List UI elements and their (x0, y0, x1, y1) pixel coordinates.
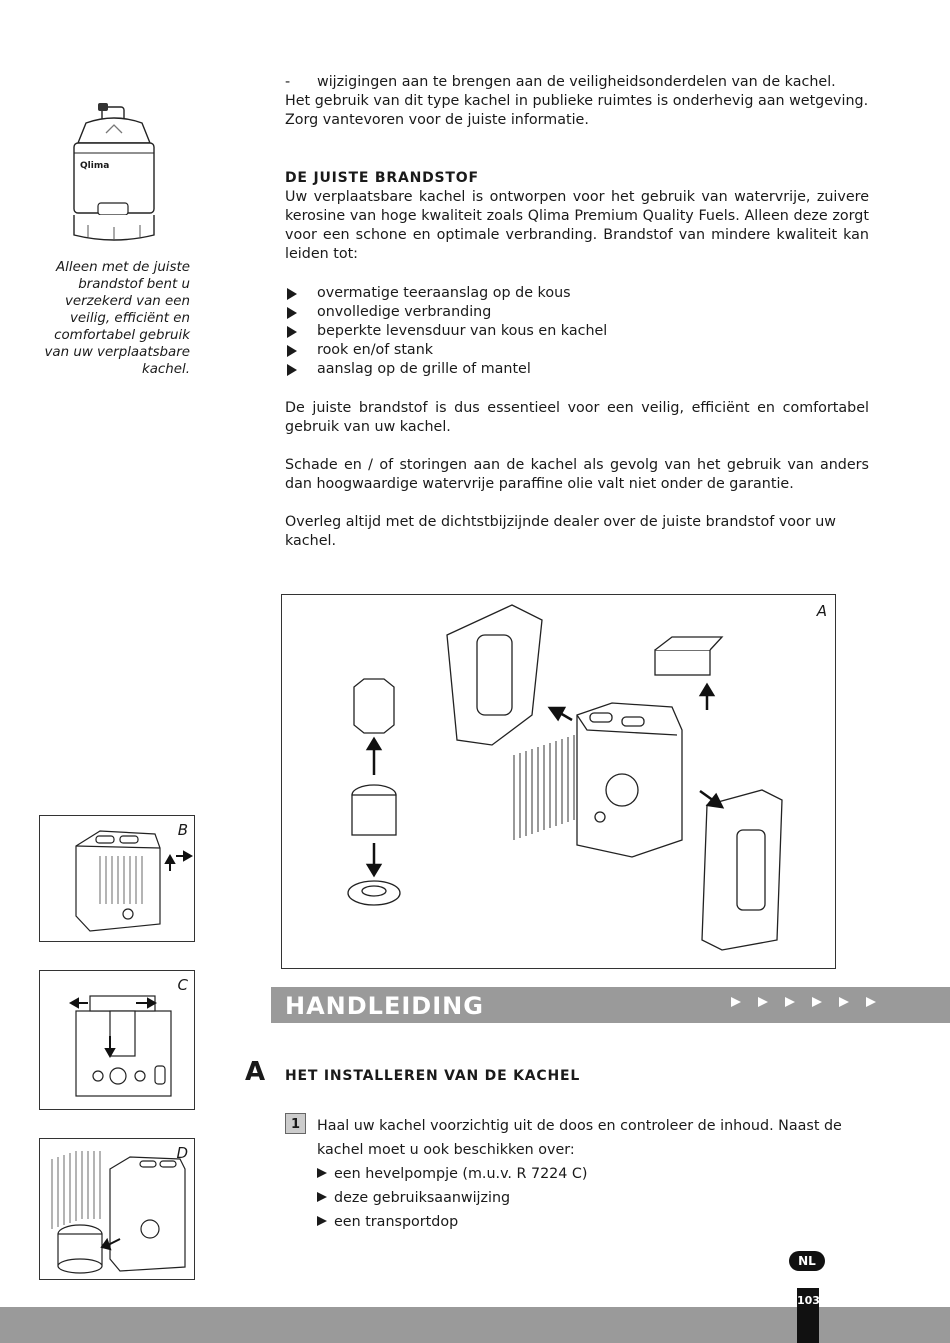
triangle-bullet-icon (317, 1216, 327, 1226)
step-number-box: 1 (285, 1113, 306, 1134)
triangle-bullet-icon (287, 345, 297, 357)
heater-burner-removal-drawing (40, 1139, 194, 1279)
install-step-text (317, 1114, 857, 1234)
intro-line-2: Het gebruik van dit type kachel in publieke ruimtes is onderhevig aan wetgeving. (285, 93, 869, 109)
page-number: 103 (797, 1288, 819, 1343)
triangle-bullet-icon (317, 1168, 327, 1178)
figure-c-label: C (177, 976, 188, 994)
sidebar-caption: Alleen met de juiste brandstof bent u verzekerd van een veilig, efficiënt en comfortabel gebruik van uw verplaatsbare kachel. (44, 260, 190, 377)
intro-dash: - (285, 74, 291, 90)
fuel-bullet-list (285, 284, 869, 379)
figure-a-label: A (816, 602, 827, 620)
list-item: beperkte levensduur van kous en kachel (285, 322, 869, 341)
band-arrow-icon (866, 997, 876, 1007)
figure-b-label: B (177, 821, 188, 839)
band-arrow-icon (785, 997, 795, 1007)
intro-block (285, 73, 870, 130)
triangle-bullet-icon (287, 288, 297, 300)
exploded-heater-drawing (282, 595, 835, 968)
list-item: een hevelpompje (m.u.v. R 7224 C) (317, 1162, 857, 1186)
intro-bullet-line (285, 73, 870, 92)
heater-top-removal-drawing (40, 971, 194, 1109)
band-arrow-icon (812, 997, 822, 1007)
band-arrow-icon (731, 997, 741, 1007)
fuel-can-icon (68, 103, 160, 248)
list-item: deze gebruiksaanwijzing (317, 1186, 857, 1210)
fuel-para-2: De juiste brandstof is dus essentieel voor een veilig, efficiënt en comfortabel gebruik van uw kachel. (285, 400, 869, 435)
language-badge: NL (789, 1251, 825, 1271)
list-item: onvolledige verbranding (285, 303, 869, 322)
install-item-list (317, 1162, 857, 1234)
triangle-bullet-icon (317, 1192, 327, 1202)
fuel-paragraph: Uw verplaatsbare kachel is ontworpen voor het gebruik van watervrije, zuivere kerosine van hoge kwaliteit zoals Qlima Premium Quality Fuels. Alleen deze zorgt voor een schone en optimale verbranding. Brandstof van mindere kwaliteit kan leiden tot: (285, 189, 869, 262)
figure-d-label: D (176, 1144, 188, 1162)
section-band (271, 987, 950, 1023)
intro-line-3: Zorg vantevoren voor de juiste informatie. (285, 112, 589, 128)
triangle-bullet-icon (287, 364, 297, 376)
band-arrow-icon (839, 997, 849, 1007)
install-section-letter: A (245, 1057, 266, 1087)
install-heading: HET INSTALLEREN VAN DE KACHEL (285, 1068, 581, 1084)
triangle-bullet-icon (287, 307, 297, 319)
heater-grille-removal-drawing (40, 816, 194, 941)
can-brand-label: Qlima (80, 161, 110, 171)
figure-c (39, 970, 195, 1110)
list-item: een transportdop (317, 1210, 857, 1234)
list-item: aanslag op de grille of mantel (285, 360, 869, 379)
list-item: rook en/of stank (285, 341, 869, 360)
list-item: overmatige teeraanslag op de kous (285, 284, 869, 303)
figure-a (281, 594, 836, 969)
band-arrow-icon (758, 997, 768, 1007)
install-step-line-1: Haal uw kachel voorzichtig uit de doos en controleer de inhoud. Naast de (317, 1118, 842, 1134)
install-step-line-2: kachel moet u ook beschikken over: (317, 1142, 575, 1158)
figure-d (39, 1138, 195, 1280)
fuel-heading: DE JUISTE BRANDSTOF (285, 170, 479, 186)
band-title: HANDLEIDING (285, 992, 484, 1020)
triangle-bullet-icon (287, 326, 297, 338)
fuel-para-4: Overleg altijd met de dichtstbijzijnde dealer over de juiste brandstof voor uw kachel. (285, 514, 836, 549)
fuel-can-illustration (68, 103, 160, 248)
band-arrows (731, 997, 876, 1007)
intro-line-1: wijzigingen aan te brengen aan de veiligheidsonderdelen van de kachel. (317, 74, 836, 90)
figure-b (39, 815, 195, 942)
fuel-para-3: Schade en / of storingen aan de kachel als gevolg van het gebruik van anders dan hoogwaardige watervrije paraffine olie valt niet onder de garantie. (285, 457, 869, 492)
